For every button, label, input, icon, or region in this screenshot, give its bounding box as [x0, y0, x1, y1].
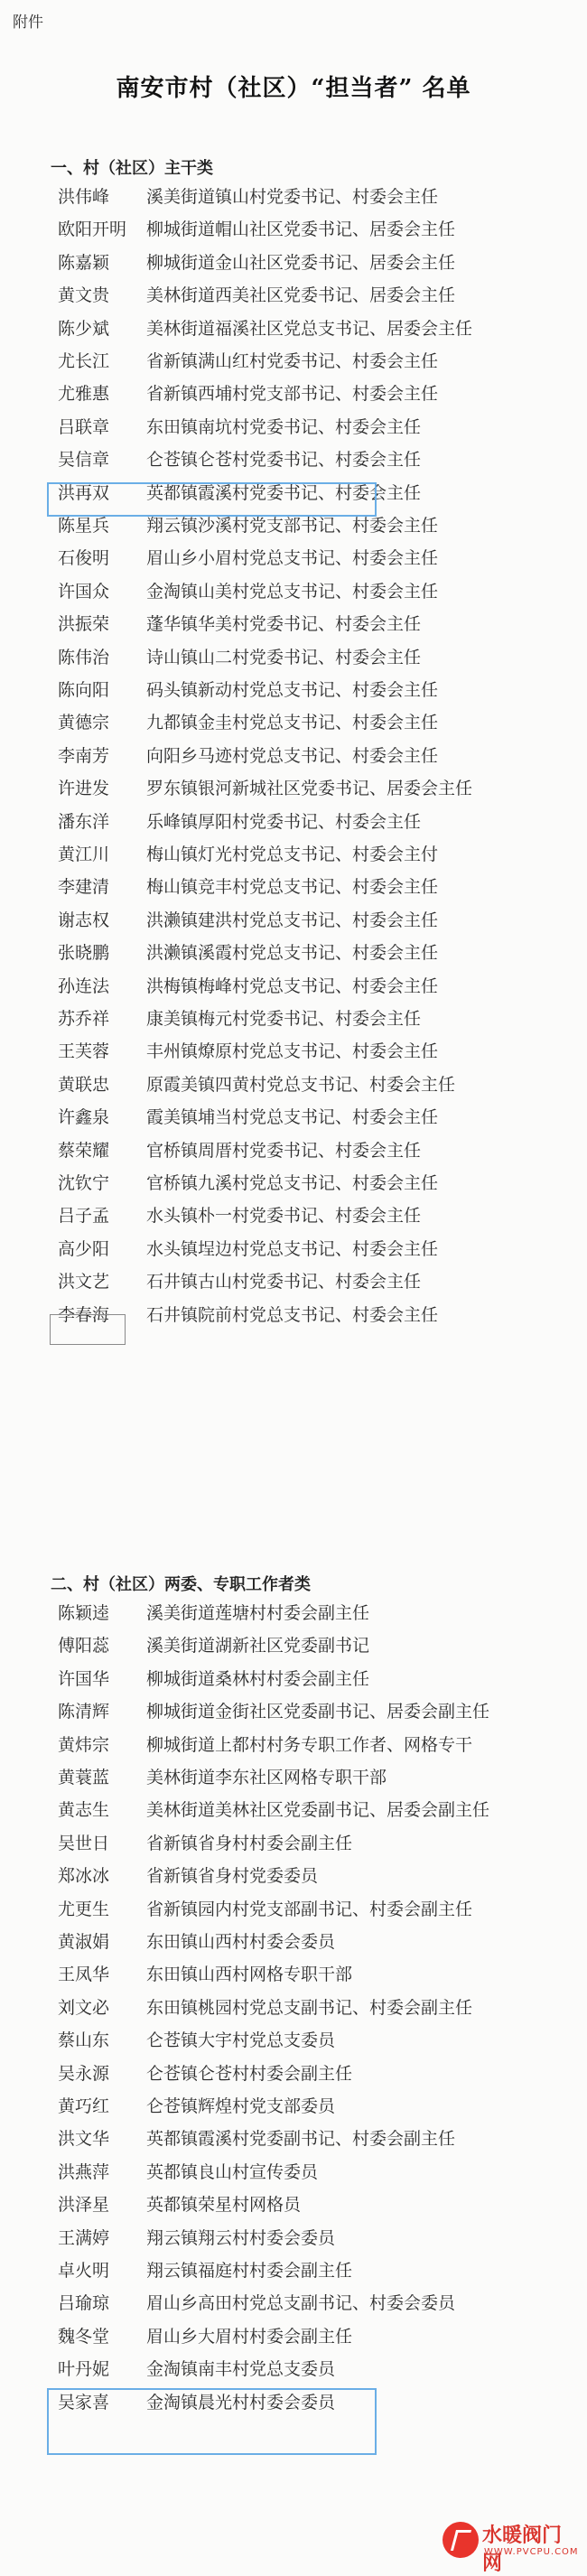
- list-item: [49, 806, 421, 838]
- list-item: [49, 378, 438, 410]
- list-item: [49, 1729, 472, 1761]
- person-name: 洪燕萍: [58, 2161, 110, 2182]
- person-name: 陈星兵: [58, 516, 110, 536]
- person-position: 仑苍镇辉煌村党支部委员: [146, 2096, 336, 2116]
- list-item: [49, 2024, 335, 2057]
- person-name: 洪文华: [58, 2129, 110, 2150]
- person-name: 许鑫泉: [58, 1107, 110, 1128]
- person-position: 柳城街道桑林村村委会副主任: [146, 1668, 370, 1689]
- person-name: 孙连法: [58, 975, 110, 996]
- person-name: 吕联章: [58, 416, 110, 437]
- watermark: [443, 2518, 579, 2575]
- person-name: 吕子孟: [58, 1206, 110, 1227]
- person-position: 眉山乡高田村党总支副书记、村委会委员: [146, 2293, 456, 2314]
- attachment-label: 附件: [13, 14, 43, 32]
- watermark-text-cn: 水暖阀门网: [482, 2525, 563, 2575]
- flame-p-logo-icon: [443, 2522, 479, 2558]
- person-position: 洪梅镇梅峰村党总支书记、村委会主任: [146, 975, 439, 996]
- person-position: 翔云镇福庭村村委会副主任: [146, 2261, 353, 2281]
- person-name: 蔡荣耀: [58, 1140, 110, 1161]
- list-item: [49, 1265, 421, 1298]
- person-name: 尤更生: [58, 1899, 110, 1919]
- list-item: [49, 1597, 369, 1629]
- highlight-box-xiangyun-members: [47, 2388, 377, 2455]
- list-item: [49, 1958, 352, 1991]
- list-item: [49, 1003, 421, 1035]
- person-position: 翔云镇翔云村村委会委员: [146, 2227, 336, 2248]
- list-item: [49, 1761, 387, 1794]
- person-name: 陈伟治: [58, 647, 110, 667]
- person-name: 卓火明: [58, 2261, 110, 2281]
- person-name: 蔡山东: [58, 2030, 110, 2051]
- person-position: 诗山镇山二村党委书记、村委会主任: [146, 647, 422, 667]
- list-item: [49, 247, 455, 279]
- list-item: [49, 1663, 369, 1695]
- list-item: [49, 542, 438, 574]
- person-name: 黄德宗: [58, 713, 110, 733]
- list-item: [49, 213, 455, 246]
- list-item: [49, 2156, 318, 2189]
- list-item: [49, 313, 472, 345]
- highlight-box-chen-xingbing: [47, 482, 377, 517]
- list-item: [49, 1695, 489, 1728]
- person-name: 尤长江: [58, 351, 110, 371]
- person-name: 许国众: [58, 581, 110, 602]
- person-name: 吕瑜琼: [58, 2293, 110, 2314]
- list-item: [49, 1827, 352, 1860]
- person-position: 英都镇霞溪村党委书记、村委会主任: [146, 482, 422, 503]
- person-name: 洪再双: [58, 482, 110, 503]
- person-name: 叶丹妮: [58, 2359, 110, 2380]
- person-position: 柳城街道帽山社区党委书记、居委会主任: [146, 219, 456, 240]
- person-position: 东田镇南坑村党委书记、村委会主任: [146, 416, 422, 437]
- list-item: [49, 904, 438, 937]
- person-name: 陈清辉: [58, 1702, 110, 1722]
- person-position: 东田镇桃园村党总支副书记、村委会副主任: [146, 1997, 473, 2018]
- person-position: 向阳乡马迹村党总支书记、村委会主任: [146, 745, 439, 766]
- person-name: 陈颖逵: [58, 1603, 110, 1623]
- person-name: 陈少斌: [58, 318, 110, 339]
- person-position: 柳城街道金山社区党委书记、居委会主任: [146, 252, 456, 273]
- person-position: 翔云镇沙溪村党支部书记、村委会主任: [146, 516, 439, 536]
- person-name: 陈嘉颖: [58, 252, 110, 273]
- person-name: 苏乔祥: [58, 1009, 110, 1029]
- person-name: 洪振荣: [58, 614, 110, 635]
- person-position: 石井镇院前村党总支书记、村委会主任: [146, 1304, 439, 1325]
- list-item: [49, 1926, 335, 1958]
- list-item: [49, 1069, 455, 1101]
- person-position: 水头镇朴一村党委书记、村委会主任: [146, 1206, 422, 1227]
- list-item: [49, 2189, 301, 2221]
- person-position: 英都镇良山村宣传委员: [146, 2161, 319, 2182]
- section-heading: 二、村（社区）两委、专职工作者类: [51, 1575, 311, 1594]
- list-item: [49, 608, 421, 640]
- person-name: 谢志权: [58, 910, 110, 930]
- list-item: [49, 1629, 369, 1662]
- person-name: 黄志生: [58, 1800, 110, 1821]
- person-name: 黄联忠: [58, 1074, 110, 1095]
- list-item: [49, 575, 438, 608]
- person-position: 溪美街道镇山村党委书记、村委会主任: [146, 187, 439, 207]
- list-item: [49, 1233, 438, 1265]
- person-position: 省新镇园内村党支部副书记、村委会副主任: [146, 1899, 473, 1919]
- person-position: 石井镇古山村党委书记、村委会主任: [146, 1272, 422, 1293]
- person-name: 黄文贵: [58, 285, 110, 306]
- person-name: 吴家喜: [58, 2392, 110, 2413]
- person-name: 傅阳蕊: [58, 1636, 110, 1657]
- person-name: 魏冬堂: [58, 2326, 110, 2347]
- person-position: 原霞美镇四黄村党总支书记、村委会主任: [146, 1074, 456, 1095]
- person-position: 金淘镇南丰村党总支委员: [146, 2359, 336, 2380]
- list-item: [49, 2058, 352, 2090]
- person-position: 康美镇梅元村党委书记、村委会主任: [146, 1009, 422, 1029]
- list-item: [49, 1893, 472, 1926]
- person-name: 洪泽星: [58, 2195, 110, 2216]
- person-position: 东田镇山西村网格专职干部: [146, 1965, 353, 1985]
- person-position: 丰州镇燎原村党总支书记、村委会主任: [146, 1041, 439, 1062]
- person-position: 省新镇省身村村委会副主任: [146, 1833, 353, 1853]
- person-name: 刘文必: [58, 1997, 110, 2018]
- person-position: 金淘镇山美村党总支书记、村委会主任: [146, 581, 439, 602]
- person-position: 仑苍镇大宇村党总支委员: [146, 2030, 336, 2051]
- list-item: [49, 443, 421, 476]
- section-heading: 一、村（社区）主干类: [51, 159, 213, 178]
- person-position: 美林街道西美社区党委书记、居委会主任: [146, 285, 456, 306]
- person-position: 溪美街道莲塘村村委会副主任: [146, 1603, 370, 1623]
- person-position: 水头镇埕边村党总支书记、村委会主任: [146, 1238, 439, 1259]
- person-name: 郑冰冰: [58, 1866, 110, 1887]
- person-position: 英都镇荣星村网格员: [146, 2195, 302, 2216]
- list-item: [49, 674, 438, 706]
- list-item: [49, 2123, 455, 2155]
- person-position: 金淘镇晨光村村委会委员: [146, 2392, 336, 2413]
- document-title: 南安市村（社区）“担当者” 名单: [116, 75, 471, 102]
- list-item: [49, 2254, 352, 2287]
- list-item: [49, 279, 455, 312]
- person-position: 东田镇山西村村委会委员: [146, 1932, 336, 1952]
- person-position: 省新镇省身村党委委员: [146, 1866, 319, 1887]
- person-position: 官桥镇周厝村党委书记、村委会主任: [146, 1140, 422, 1161]
- list-item: [49, 345, 438, 378]
- person-position: 霞美镇埔当村党总支书记、村委会主任: [146, 1107, 439, 1128]
- person-name: 黄蓑蓝: [58, 1768, 110, 1787]
- person-name: 吴信章: [58, 450, 110, 471]
- person-name: 石俊明: [58, 548, 110, 569]
- list-item: [49, 1035, 438, 1068]
- list-item: [49, 2353, 335, 2385]
- list-item: [49, 2222, 335, 2254]
- person-name: 许国华: [58, 1668, 110, 1689]
- list-item: [49, 740, 438, 772]
- person-name: 黄巧红: [58, 2096, 110, 2116]
- person-name: 吴永源: [58, 2063, 110, 2084]
- list-item: [49, 1134, 421, 1167]
- list-item: [49, 2090, 335, 2123]
- list-item: [49, 970, 438, 1003]
- list-item: [49, 1167, 438, 1199]
- list-item: [49, 1101, 438, 1134]
- person-position: 梅山镇竞丰村党总支书记、村委会主任: [146, 877, 439, 898]
- person-name: 黄江川: [58, 845, 110, 864]
- list-item: [49, 706, 438, 739]
- list-item: [49, 2287, 455, 2319]
- person-name: 李春海: [58, 1304, 110, 1325]
- person-name: 李南芳: [58, 745, 110, 766]
- list-item: [49, 937, 438, 969]
- person-position: 官桥镇九溪村党总支书记、村委会主任: [146, 1173, 439, 1193]
- list-item: [49, 838, 438, 871]
- person-name: 王芙蓉: [58, 1041, 110, 1062]
- name-box-huang-lianzhong: [50, 1314, 126, 1345]
- person-position: 省新镇西埔村党支部书记、村委会主任: [146, 384, 439, 405]
- person-name: 王满婷: [58, 2227, 110, 2248]
- person-position: 仑苍镇仑苍村党委书记、村委会主任: [146, 450, 422, 471]
- person-position: 罗东镇银河新城社区党委书记、居委会主任: [146, 779, 473, 799]
- person-position: 梅山镇灯光村党总支书记、村委会主付: [146, 845, 439, 864]
- list-item: [49, 2320, 352, 2353]
- person-name: 张晓鹏: [58, 943, 110, 964]
- watermark-text-en: WWW.PVCPU.COM: [484, 2547, 579, 2557]
- person-position: 溪美街道湖新社区党委副书记: [146, 1636, 370, 1657]
- person-position: 蓬华镇华美村党委书记、村委会主任: [146, 614, 422, 635]
- list-item: [49, 181, 438, 213]
- person-position: 柳城街道金街社区党委副书记、居委会副主任: [146, 1702, 490, 1722]
- person-name: 吴世日: [58, 1833, 110, 1853]
- person-position: 美林街道福溪社区党总支书记、居委会主任: [146, 318, 473, 339]
- list-item: [49, 1860, 318, 1892]
- person-name: 沈钦宁: [58, 1173, 110, 1193]
- person-position: 眉山乡小眉村党总支书记、村委会主任: [146, 548, 439, 569]
- list-item: [49, 1199, 421, 1232]
- person-position: 洪濑镇建洪村党总支书记、村委会主任: [146, 910, 439, 930]
- person-position: 乐峰镇厚阳村党委书记、村委会主任: [146, 811, 422, 832]
- person-name: 陈向阳: [58, 680, 110, 700]
- person-position: 柳城街道上都村村务专职工作者、网格专干: [146, 1734, 473, 1755]
- list-item: [49, 1992, 472, 2024]
- person-name: 潘东洋: [58, 811, 110, 832]
- person-name: 欧阳开明: [58, 219, 127, 240]
- person-position: 码头镇新动村党总支书记、村委会主任: [146, 680, 439, 700]
- person-name: 高少阳: [58, 1238, 110, 1259]
- person-position: 眉山乡大眉村村委会副主任: [146, 2326, 353, 2347]
- person-name: 洪伟峰: [58, 187, 110, 207]
- person-position: 仑苍镇仑苍村村委会副主任: [146, 2063, 353, 2084]
- person-position: 英都镇霞溪村党委副书记、村委会副主任: [146, 2129, 456, 2150]
- person-position: 洪濑镇溪霞村党总支书记、村委会主任: [146, 943, 439, 964]
- person-position: 省新镇满山红村党委书记、村委会主任: [146, 351, 439, 371]
- list-item: [49, 871, 438, 903]
- person-name: 尤雅惠: [58, 384, 110, 405]
- person-name: 黄淑娟: [58, 1932, 110, 1952]
- list-item: [49, 411, 421, 443]
- list-item: [49, 641, 421, 674]
- person-position: 美林街道李东社区网格专职干部: [146, 1768, 387, 1787]
- person-name: 黄炜宗: [58, 1734, 110, 1755]
- person-position: 九都镇金圭村党总支书记、村委会主任: [146, 713, 439, 733]
- person-name: 许进发: [58, 779, 110, 799]
- person-position: 美林街道美林社区党委副书记、居委会副主任: [146, 1800, 490, 1821]
- person-name: 李建清: [58, 877, 110, 898]
- person-name: 洪文艺: [58, 1272, 110, 1293]
- person-name: 王凤华: [58, 1965, 110, 1985]
- list-item: [49, 1794, 489, 1826]
- list-item: [49, 772, 472, 805]
